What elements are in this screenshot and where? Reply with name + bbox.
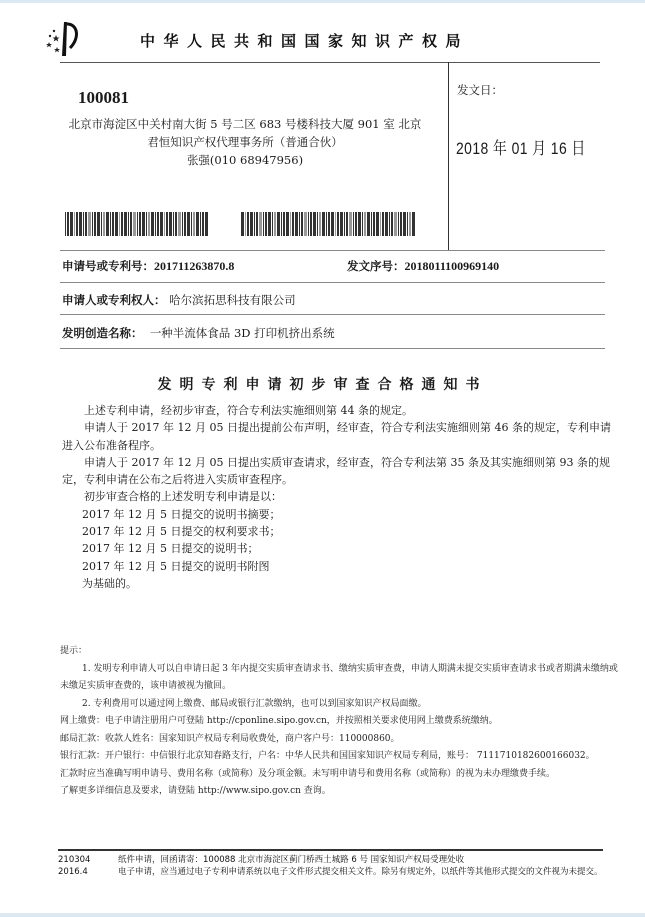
barcode-bar (182, 212, 183, 236)
barcode-bar (202, 212, 204, 236)
barcode-bar (295, 212, 298, 236)
barcode-bar (184, 212, 186, 236)
barcode-bar (169, 212, 172, 236)
barcode-bar (191, 212, 192, 236)
barcode-bar (245, 212, 246, 236)
barcode-bar (268, 212, 271, 236)
barcode-bar (290, 212, 291, 236)
notice-title: 发明专利申请初步审查合格通知书 (157, 377, 488, 393)
barcode-bar (164, 212, 165, 236)
tip-item-2: 2. 专利费用可以通过网上缴费、邮局或银行汇款缴纳，也可以到国家知识产权局面缴。 (82, 698, 427, 709)
barcode-bar (382, 212, 384, 236)
sipo-logo-icon (44, 18, 84, 58)
application-number-row (62, 258, 234, 274)
barcode-bar (128, 212, 129, 236)
barcode-bar (364, 212, 366, 236)
barcode-bar (403, 212, 406, 236)
barcode-bar (92, 212, 93, 236)
applicant-label: 申请人或专利权人： (62, 293, 166, 307)
barcode-bar (409, 212, 411, 236)
barcode-bar (74, 212, 75, 236)
barcode-bar (187, 212, 190, 236)
tip-post-payment: 邮局汇款：收款人姓名：国家知识产权局专利局收费处，商户客户号：110000860。 (60, 733, 400, 744)
barcode-bar (394, 212, 397, 236)
barcode-bar (346, 212, 348, 236)
recipient-address (50, 115, 440, 169)
barcode-bar (355, 212, 357, 236)
barcode-bar (310, 212, 312, 236)
invention-title: 一种半流体食品 3D 打印机挤出系统 (149, 326, 335, 340)
barcode-bar (200, 212, 201, 236)
barcode-bar (281, 212, 282, 236)
barcode-bar (398, 212, 399, 236)
barcode-bar (259, 212, 262, 236)
barcode-bar (389, 212, 390, 236)
barcode-bar (124, 212, 127, 236)
barcode-bar (274, 212, 276, 236)
notice-paragraph: 上述专利申请，经初步审查，符合专利法实施细则第 44 条的规定。 (84, 404, 413, 417)
form-code: 210304 (58, 855, 91, 865)
barcode-bar (319, 212, 321, 236)
barcode-bar (331, 212, 334, 236)
invention-row (62, 325, 335, 341)
notice-paragraph: 申请人于 2017 年 12 月 05 日提出提前公布声明，经审查，符合专利法实施细则第 46 条的规定，专利申请进入公布准备程序。 (62, 421, 611, 452)
barcode-bar (137, 212, 138, 236)
barcode-rule (60, 250, 605, 251)
barcode-bar (146, 212, 147, 236)
document-item: 2017 年 12 月 5 日提交的说明书附图 (82, 559, 270, 573)
barcode-bar (317, 212, 318, 236)
barcode-bar (133, 212, 136, 236)
barcode-bar (175, 212, 177, 236)
organization-title: 中华人民共和国国家知识产权局 (140, 32, 470, 50)
barcode-bar (76, 212, 78, 236)
tips-label: 提示： (60, 646, 88, 656)
applicant-row (62, 292, 296, 308)
barcode-bar (88, 212, 91, 236)
serial-number-row (347, 258, 499, 274)
barcode-bar (256, 212, 258, 236)
barcode-bar (362, 212, 363, 236)
notice-closing: 为基础的。 (82, 576, 137, 590)
barcode-bar (247, 212, 249, 236)
barcode-bar (103, 212, 105, 236)
serial-number: 2018011100969140 (404, 259, 500, 273)
tip-more-info: 了解更多详细信息及要求，请登陆 http://www.sipo.gov.cn 查询。 (60, 786, 331, 796)
info-rule-3 (60, 348, 605, 349)
address-line-1: 北京市海淀区中关村南大街 5 号二区 683 号楼科技大厦 901 室 北京 (68, 117, 422, 131)
barcode-right (241, 212, 416, 236)
footer-line-2: 电子申请，应当通过电子专利申请系统以电子文件形式提交相关文件。除另有规定外，以纸件等其他形式提交的文件视为未提交。 (118, 866, 603, 877)
barcode-bar (358, 212, 361, 236)
invention-label: 发明创造名称： (62, 326, 143, 340)
tip-item-1: 1. 发明专利申请人可以自申请日起 3 年内提交实质审查请求书、缴纳实质审查费，申请人期满未提交实质审查请求书或者期满未缴纳或未缴足实质审查费的，该申请被视为撤回。 (60, 663, 618, 691)
barcode-bar (385, 212, 388, 236)
barcode-bar (79, 212, 82, 236)
send-date-value: 2018 年 01 月 16 日 (456, 139, 586, 158)
barcode-left (65, 212, 210, 236)
tips-section (60, 643, 620, 801)
barcode-bar (250, 212, 253, 236)
viewer-bottom-bar (0, 913, 645, 917)
barcode-bar (272, 212, 273, 236)
barcode-bar (70, 212, 73, 236)
barcode-bar (400, 212, 402, 236)
footer-rule (58, 849, 603, 851)
barcode-bar (412, 212, 415, 236)
footer-line-1: 纸件申请，回函请寄：100088 北京市海淀区蓟门桥西土城路 6 号 国家知识产权局受理处收 (118, 855, 465, 865)
barcode-bar (391, 212, 393, 236)
barcode-bar (328, 212, 330, 236)
barcode-bar (115, 212, 118, 236)
tip-remit-note: 汇款时应当准确写明申请号、费用名称（或简称）及分项金额。未写明申请号和费用名称（或简称）的视为未办理缴费手续。 (60, 768, 556, 779)
barcode-bar (263, 212, 264, 236)
barcode-bar (196, 212, 199, 236)
barcode-bar (308, 212, 309, 236)
notice-body (62, 402, 612, 592)
barcode-bar (193, 212, 195, 236)
barcode-bar (283, 212, 285, 236)
barcode-bar (83, 212, 84, 236)
address-line-2: 君恒知识产权代理事务所（普通合伙） (147, 135, 343, 149)
form-version: 2016.4 (58, 866, 88, 877)
recipient-postcode: 100081 (78, 88, 129, 107)
applicant-name: 哈尔滨拓思科技有限公司 (169, 293, 296, 307)
viewer-top-bar (0, 0, 645, 3)
tip-online-payment: 网上缴费：电子申请注册用户可登陆 http://cponline.sipo.gov.cn，并按照相关要求使用网上缴费系统缴纳。 (60, 716, 498, 726)
barcode-bar (326, 212, 327, 236)
barcode-bar (160, 212, 163, 236)
barcode-bar (97, 212, 100, 236)
info-rule-1 (60, 282, 605, 283)
barcode-bar (322, 212, 325, 236)
barcode-bar (178, 212, 181, 236)
barcode-bar (371, 212, 372, 236)
document-item: 2017 年 12 月 5 日提交的权利要求书； (82, 525, 281, 539)
barcode-bar (101, 212, 102, 236)
barcode-bar (344, 212, 345, 236)
barcode-bar (130, 212, 132, 236)
barcode-bar (205, 212, 208, 236)
send-date-label: 发文日： (457, 83, 503, 97)
serial-number-label: 发文序号： (347, 259, 405, 273)
recipient-contact: 张强(010 68947956) (186, 153, 304, 167)
barcode-bar (299, 212, 300, 236)
barcode-bar (94, 212, 96, 236)
barcode-bar (353, 212, 354, 236)
document-item: 2017 年 12 月 5 日提交的说明书； (82, 542, 259, 556)
barcode-bar (407, 212, 408, 236)
footer (58, 855, 618, 878)
barcode-bar (157, 212, 159, 236)
notice-paragraph: 初步审查合格的上述发明专利申请是以： (84, 490, 282, 504)
barcode-bar (254, 212, 255, 236)
barcode-bar (151, 212, 154, 236)
barcode-bar (373, 212, 375, 236)
barcode-bar (148, 212, 150, 236)
header-rule (60, 62, 600, 63)
barcode-bar (340, 212, 343, 236)
barcode-bar (367, 212, 370, 236)
barcode-bar (67, 212, 69, 236)
barcode-bar (106, 212, 109, 236)
barcode-bar (142, 212, 145, 236)
barcode-bar (376, 212, 379, 236)
application-number-label: 申请号或专利号： (62, 259, 154, 273)
barcode-bar (166, 212, 168, 236)
barcode-bar (286, 212, 289, 236)
barcode-bar (85, 212, 87, 236)
barcode-bar (313, 212, 316, 236)
application-number: 201711263870.8 (154, 259, 235, 273)
barcode-bar (304, 212, 307, 236)
barcode-bar (241, 212, 244, 236)
header-column-divider (448, 62, 449, 250)
barcode-bar (380, 212, 381, 236)
document-item: 2017 年 12 月 5 日提交的说明书摘要； (82, 507, 281, 521)
barcode-bar (119, 212, 120, 236)
barcode-bar (112, 212, 114, 236)
barcode-bar (335, 212, 336, 236)
barcode-bar (349, 212, 352, 236)
barcode-bar (110, 212, 111, 236)
barcode-bar (121, 212, 123, 236)
barcode-bar (301, 212, 303, 236)
barcode-bar (155, 212, 156, 236)
info-rule-2 (60, 314, 605, 315)
barcode-bar (292, 212, 294, 236)
barcode-bar (337, 212, 339, 236)
barcode-bar (65, 212, 66, 236)
barcode-bar (265, 212, 267, 236)
barcode-bar (173, 212, 174, 236)
notice-paragraph: 申请人于 2017 年 12 月 05 日提出实质审查请求，经审查，符合专利法第 35 条及其实施细则第 93 条的规定，专利申请在公布之后将进入实质审查程序。 (62, 455, 610, 487)
barcode-bar (139, 212, 141, 236)
barcode-bar (277, 212, 280, 236)
tip-bank-payment: 银行汇款：开户银行：中信银行北京知春路支行，户名：中华人民共和国国家知识产权局专利局，账号： 7111710182600166032。 (60, 751, 595, 761)
